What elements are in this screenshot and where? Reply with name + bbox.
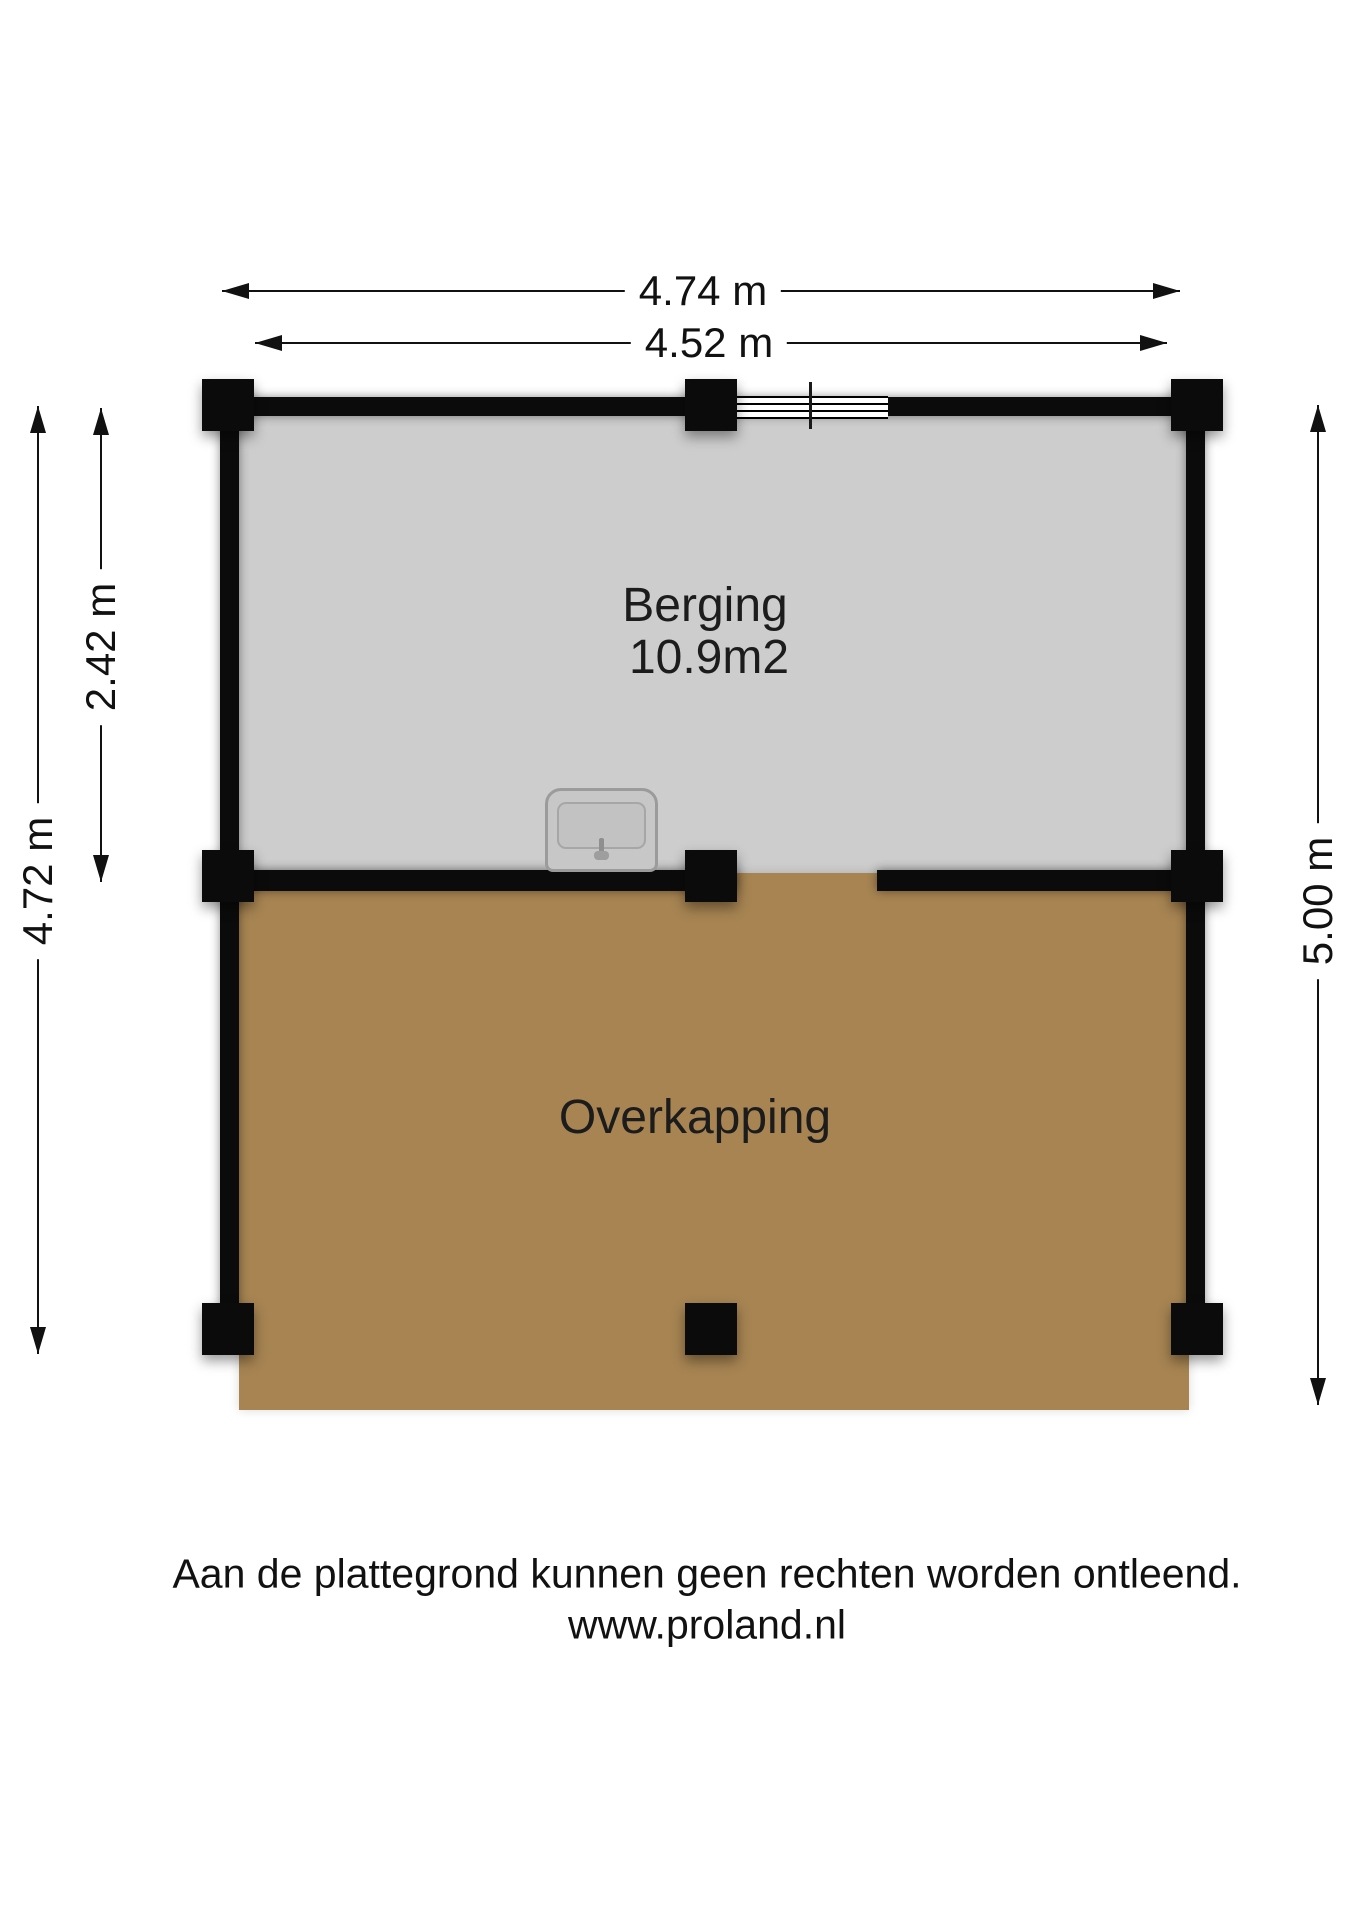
arrowhead-left-icon	[255, 335, 282, 351]
arrowhead-up-icon	[93, 408, 109, 435]
post-bottom-left	[202, 1303, 254, 1355]
wall-middle-right-segment	[877, 870, 1189, 891]
dimension-label-left-full: 4.72 m	[13, 803, 63, 959]
arrowhead-down-icon	[1310, 1378, 1326, 1405]
arrowhead-up-icon	[30, 406, 46, 433]
berging-area-label: 10.9m2	[628, 631, 790, 684]
arrowhead-right-icon	[1153, 283, 1180, 299]
disclaimer-text: Aan de plattegrond kunnen geen rechten worden ontleend.	[172, 1550, 1242, 1597]
arrowhead-left-icon	[222, 283, 249, 299]
window-divider-tick	[809, 382, 812, 429]
post-middle-right	[1171, 850, 1223, 902]
post-middle-middle	[685, 850, 737, 902]
post-bottom-middle	[685, 1303, 737, 1355]
website-text: www.proland.nl	[567, 1601, 847, 1648]
dimension-label-left-upper: 2.42 m	[76, 569, 126, 725]
arrowhead-down-icon	[93, 855, 109, 882]
arrowhead-up-icon	[1310, 405, 1326, 432]
berging-room-label: Berging	[622, 579, 788, 632]
post-top-middle	[685, 379, 737, 431]
sink-tap-knob-icon	[594, 851, 609, 860]
post-top-right	[1171, 379, 1223, 431]
wall-middle-left-segment	[239, 870, 737, 891]
arrowhead-right-icon	[1140, 335, 1167, 351]
dimension-label-top-inner: 4.52 m	[631, 318, 787, 368]
post-top-left	[202, 379, 254, 431]
post-bottom-right	[1171, 1303, 1223, 1355]
overkapping-room-label: Overkapping	[558, 1091, 832, 1144]
post-middle-left	[202, 850, 254, 902]
dimension-label-right-full: 5.00 m	[1293, 823, 1343, 979]
dimension-label-top-outer: 4.74 m	[625, 266, 781, 316]
arrowhead-down-icon	[30, 1327, 46, 1354]
